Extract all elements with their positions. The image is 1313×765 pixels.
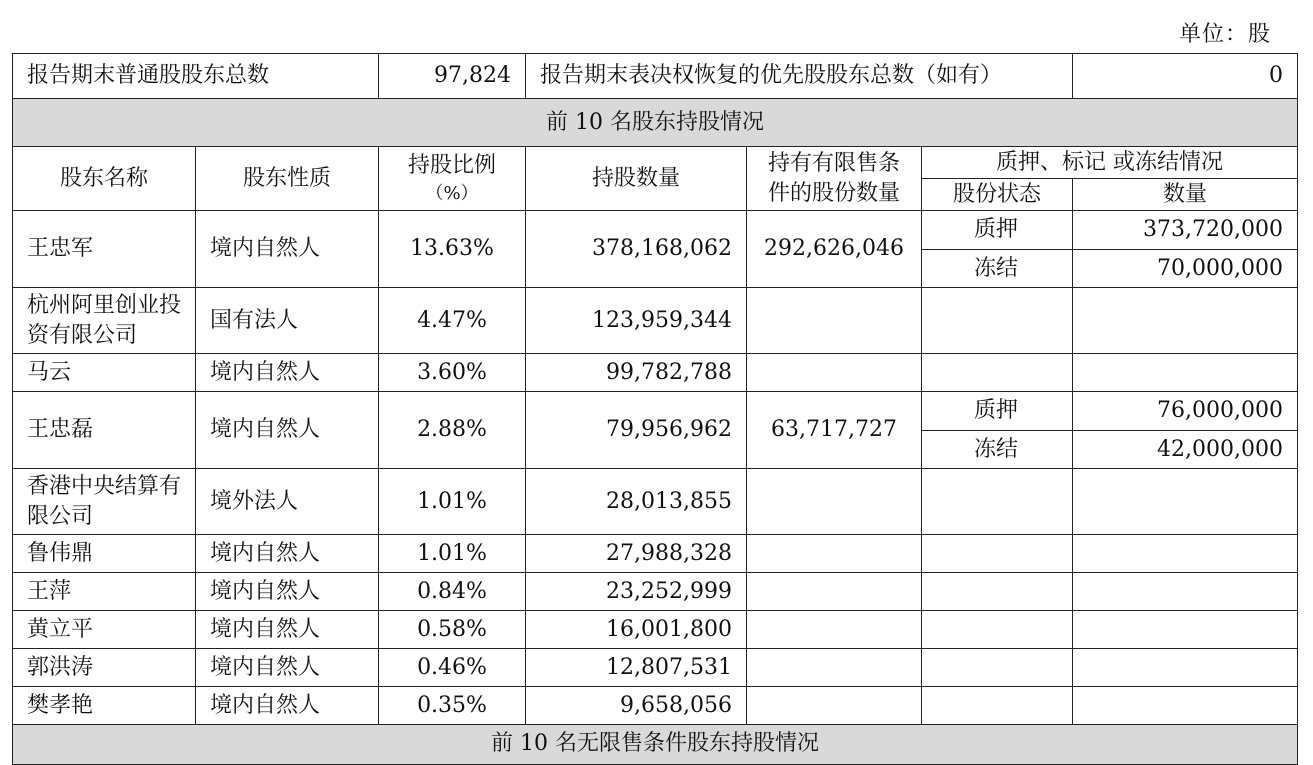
table-row — [13, 535, 1298, 573]
shareholder-ratio: 2.88% — [379, 392, 526, 469]
shareholder-quantity: 9,658,056 — [526, 687, 747, 725]
shareholder-ratio: 0.84% — [379, 573, 526, 611]
header-name: 股东名称 — [13, 147, 196, 211]
shareholder-restricted — [747, 573, 922, 611]
pledge-status — [922, 354, 1073, 392]
shareholder-ratio: 0.35% — [379, 687, 526, 725]
shareholder-name: 杭州阿里创业投资有限公司 — [13, 288, 196, 354]
shareholder-restricted — [747, 649, 922, 687]
pledge-status: 冻结 — [922, 250, 1073, 288]
shareholder-ratio: 1.01% — [379, 469, 526, 535]
shareholder-name: 鲁伟鼎 — [13, 535, 196, 573]
header-ratio — [379, 147, 526, 211]
pledge-qty — [1073, 649, 1298, 687]
pledge-status: 质押 — [922, 211, 1073, 250]
header-pledge-group: 质押、标记 或冻结情况 — [922, 147, 1298, 179]
preferred-holders-value: 0 — [1073, 54, 1298, 99]
shareholder-ratio: 13.63% — [379, 211, 526, 288]
shareholder-name: 郭洪涛 — [13, 649, 196, 687]
pledge-qty — [1073, 573, 1298, 611]
header-ratio-unit: （%） — [425, 182, 479, 204]
shareholder-name: 王忠军 — [13, 211, 196, 288]
table-row — [13, 392, 1298, 431]
preferred-holders-label: 报告期末表决权恢复的优先股股东总数（如有） — [526, 54, 1073, 99]
shareholder-ratio: 3.60% — [379, 354, 526, 392]
pledge-status — [922, 649, 1073, 687]
table-row — [13, 573, 1298, 611]
header-ratio-label: 持股比例 — [408, 152, 497, 178]
pledge-status — [922, 535, 1073, 573]
shareholder-restricted: 63,717,727 — [747, 392, 922, 469]
pledge-status — [922, 288, 1073, 354]
table-row — [13, 649, 1298, 687]
shareholder-quantity: 378,168,062 — [526, 211, 747, 288]
shareholder-quantity: 27,988,328 — [526, 535, 747, 573]
shareholder-name: 香港中央结算有限公司 — [13, 469, 196, 535]
common-holders-label: 报告期末普通股股东总数 — [13, 54, 379, 99]
section-title: 前 10 名股东持股情况 — [13, 99, 1298, 147]
shareholder-ratio: 1.01% — [379, 535, 526, 573]
shareholder-restricted — [747, 687, 922, 725]
shareholder-quantity: 28,013,855 — [526, 469, 747, 535]
shareholder-nature: 境内自然人 — [196, 392, 379, 469]
shareholder-name: 樊孝艳 — [13, 687, 196, 725]
section-title-row — [13, 99, 1298, 147]
pledge-qty: 70,000,000 — [1073, 250, 1298, 288]
header-pledge-qty: 数量 — [1073, 179, 1298, 211]
shareholder-quantity: 23,252,999 — [526, 573, 747, 611]
shareholder-ratio: 4.47% — [379, 288, 526, 354]
pledge-status: 冻结 — [922, 431, 1073, 469]
header-restricted: 持有有限售条件的股份数量 — [747, 147, 922, 211]
pledge-status — [922, 687, 1073, 725]
pledge-qty: 373,720,000 — [1073, 211, 1298, 250]
header-pledge-status: 股份状态 — [922, 179, 1073, 211]
table-row — [13, 687, 1298, 725]
pledge-qty — [1073, 535, 1298, 573]
table-row — [13, 469, 1298, 535]
shareholder-name: 黄立平 — [13, 611, 196, 649]
header-row-1 — [13, 147, 1298, 179]
header-nature: 股东性质 — [196, 147, 379, 211]
shareholder-nature: 境内自然人 — [196, 649, 379, 687]
shareholder-nature: 国有法人 — [196, 288, 379, 354]
common-holders-value: 97,824 — [379, 54, 526, 99]
table-row — [13, 611, 1298, 649]
pledge-status — [922, 469, 1073, 535]
shareholder-name: 王忠磊 — [13, 392, 196, 469]
shareholder-restricted — [747, 288, 922, 354]
table-row — [13, 288, 1298, 354]
shareholder-restricted — [747, 469, 922, 535]
shareholder-name: 马云 — [13, 354, 196, 392]
shareholder-restricted — [747, 354, 922, 392]
shareholder-name: 王萍 — [13, 573, 196, 611]
pledge-qty — [1073, 288, 1298, 354]
header-quantity: 持股数量 — [526, 147, 747, 211]
shareholder-nature: 境内自然人 — [196, 535, 379, 573]
shareholder-table — [12, 53, 1298, 765]
shareholder-ratio: 0.46% — [379, 649, 526, 687]
shareholder-nature: 境内自然人 — [196, 611, 379, 649]
shareholder-nature: 境内自然人 — [196, 354, 379, 392]
pledge-qty: 76,000,000 — [1073, 392, 1298, 431]
shareholder-nature: 境内自然人 — [196, 573, 379, 611]
shareholder-restricted — [747, 535, 922, 573]
shareholder-quantity: 12,807,531 — [526, 649, 747, 687]
shareholder-restricted — [747, 611, 922, 649]
shareholder-nature: 境内自然人 — [196, 687, 379, 725]
shareholder-quantity: 99,782,788 — [526, 354, 747, 392]
pledge-qty — [1073, 687, 1298, 725]
pledge-qty — [1073, 469, 1298, 535]
pledge-qty: 42,000,000 — [1073, 431, 1298, 469]
unit-label: 单位：股 — [1178, 22, 1271, 47]
table-row — [13, 211, 1298, 250]
summary-row — [13, 54, 1298, 99]
shareholder-quantity: 79,956,962 — [526, 392, 747, 469]
pledge-status — [922, 573, 1073, 611]
shareholder-quantity: 123,959,344 — [526, 288, 747, 354]
shareholder-quantity: 16,001,800 — [526, 611, 747, 649]
shareholder-nature: 境外法人 — [196, 469, 379, 535]
shareholder-ratio: 0.58% — [379, 611, 526, 649]
shareholder-restricted: 292,626,046 — [747, 211, 922, 288]
footer-title: 前 10 名无限售条件股东持股情况 — [13, 725, 1298, 765]
table-row — [13, 354, 1298, 392]
pledge-status — [922, 611, 1073, 649]
shareholder-nature: 境内自然人 — [196, 211, 379, 288]
pledge-qty — [1073, 611, 1298, 649]
pledge-status: 质押 — [922, 392, 1073, 431]
pledge-qty — [1073, 354, 1298, 392]
footer-title-row — [13, 725, 1298, 765]
